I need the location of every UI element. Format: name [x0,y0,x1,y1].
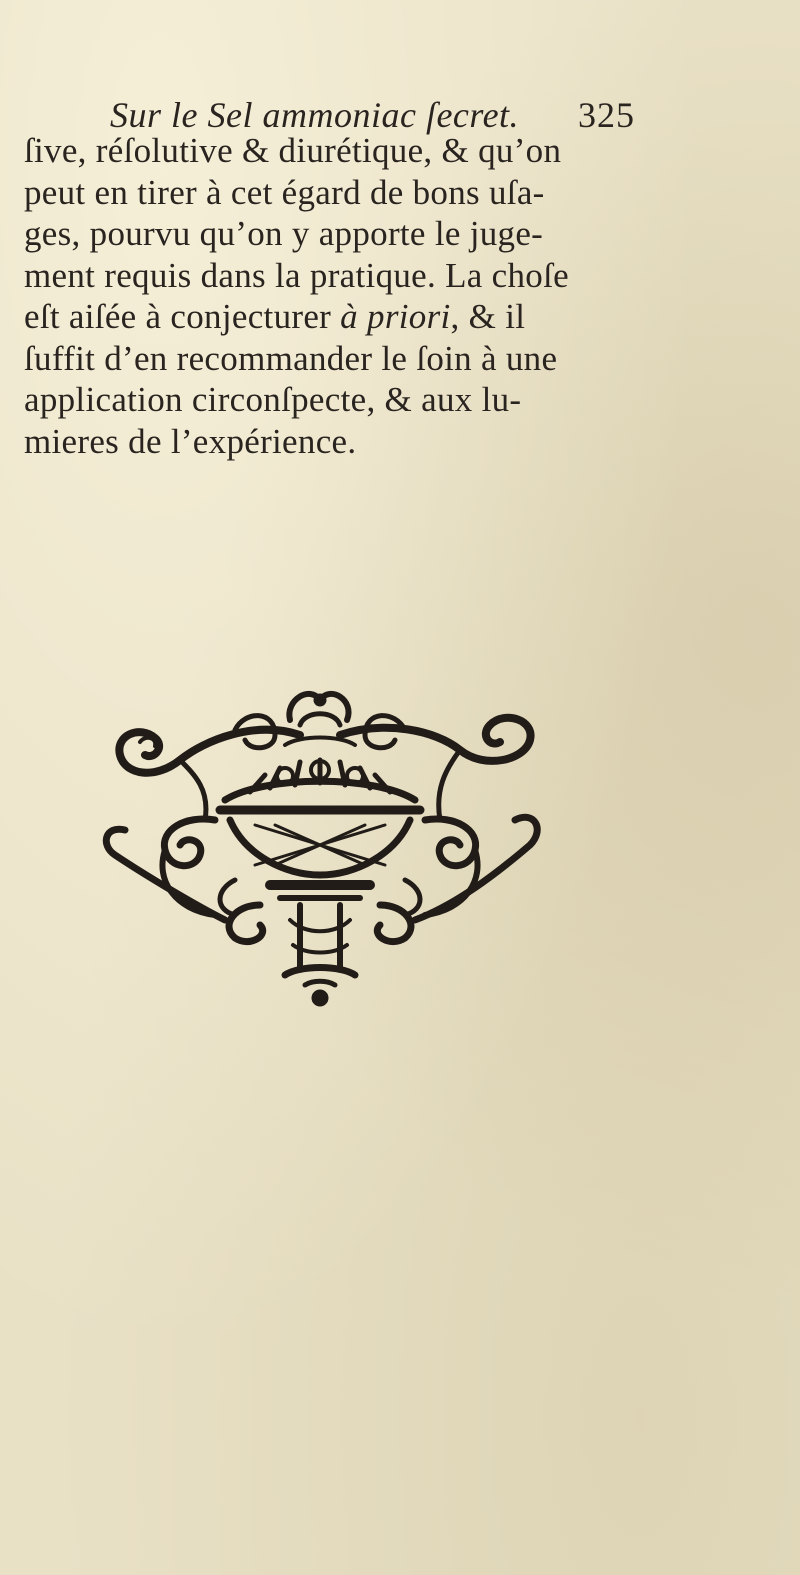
text-line: peut en tirer à cet égard de bons uſa- [24,172,545,212]
text-line: eſt aiſée à conjecturer à priori, & il [24,297,526,336]
text-line: mieres de l’expérience. [24,421,357,461]
text-line: ment requis dans la pratique. La choſe [24,255,569,295]
page-number: 325 [578,95,635,135]
text-line: ſive, réſolutive & diurétique, & qu’on [24,131,562,170]
body-text [24,130,664,462]
italic-latin-phrase: à priori [340,297,451,336]
text-line: ſuffit d’en recommander le ſoin à une [24,338,558,378]
vase-flower-ornament-icon [85,680,545,1020]
text-line: ges, pourvu qu’on y apporte le juge- [24,214,544,253]
text-line: application circonſpecte, & aux lu- [24,380,522,419]
running-head-title: Sur le Sel ammoniac ſecret. [110,95,520,135]
